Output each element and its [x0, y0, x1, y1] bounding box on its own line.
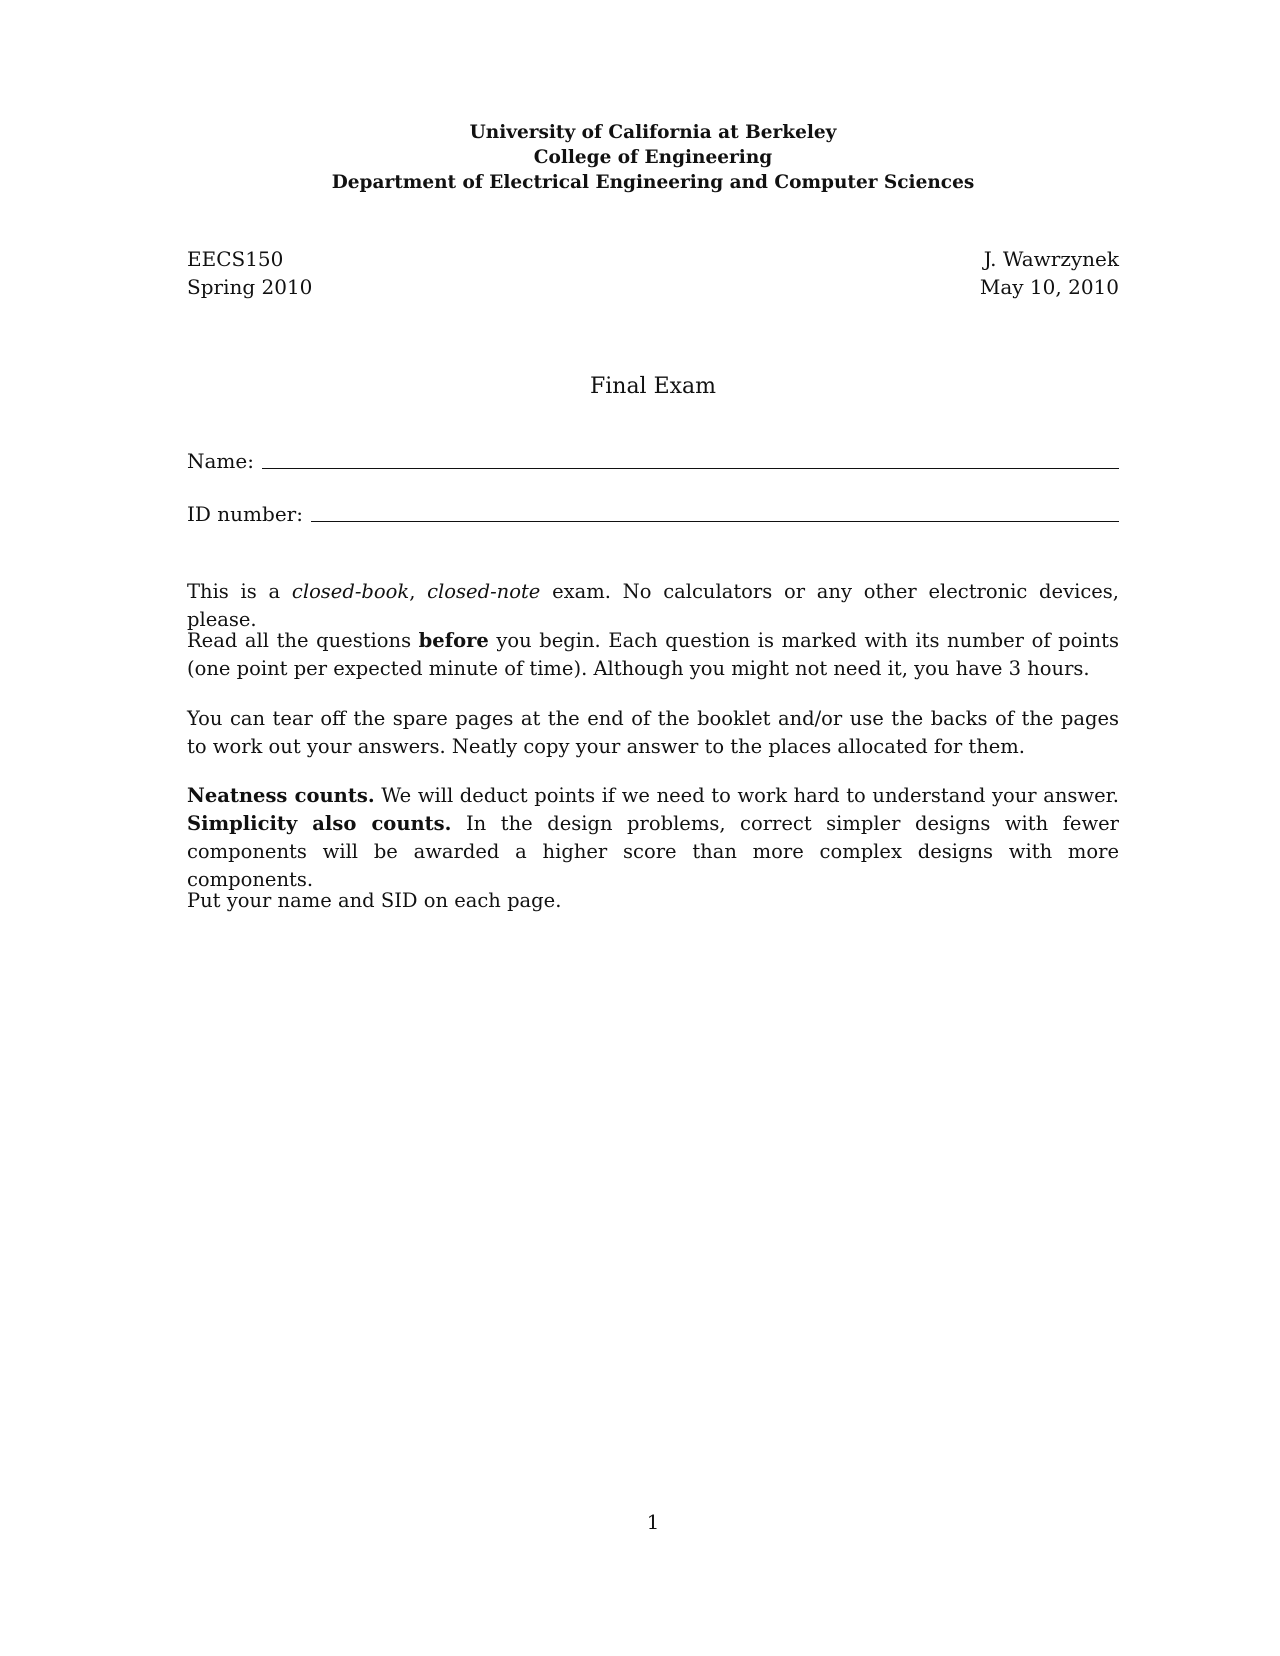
closed-book-emphasis: closed-book — [291, 580, 410, 603]
p2-text-c: you begin. Each question is marked with its number of points (one point per expected minute of time). Although you might not need it, you have 3 hours. — [187, 629, 1119, 680]
instruction-read-questions — [187, 627, 1119, 683]
exam-page — [187, 0, 1119, 1656]
exam-date: May 10, 2010 — [979, 275, 1119, 299]
p4-text-d: In the design problems, correct simpler designs with fewer components will be awarded a higher score than more complex designs with more components. — [187, 812, 1119, 891]
page-number: 1 — [646, 1510, 660, 1534]
name-blank-line — [262, 467, 1119, 469]
closed-note-emphasis: closed-note — [427, 580, 541, 603]
instruction-neatness — [187, 782, 1119, 894]
p1-text-e: exam. No calculators or any other electronic devices, please. — [187, 580, 1119, 631]
department-name: Department of Electrical Engineering and Computer Sciences — [331, 172, 975, 193]
course-code: EECS150 — [187, 247, 284, 271]
p2-text-a: Read all the questions — [187, 629, 419, 652]
instructor-name: J. Wawrzynek — [983, 247, 1119, 271]
instruction-closed-book — [187, 578, 1119, 634]
id-number-blank-line — [311, 520, 1119, 522]
name-field — [187, 447, 1119, 475]
college-name: College of Engineering — [533, 147, 773, 168]
p1-text-c: , — [409, 580, 428, 603]
p1-text-a: This is a — [187, 580, 292, 603]
p5-text-a: Put your name and SID on each page. — [187, 889, 562, 912]
name-label: Name: — [187, 449, 254, 473]
neatness-emphasis: Neatness counts. — [187, 784, 375, 807]
course-info — [187, 245, 312, 301]
id-number-field — [187, 500, 1119, 528]
course-term: Spring 2010 — [187, 275, 313, 299]
exam-title: Final Exam — [589, 374, 717, 399]
p3-text-a: You can tear off the spare pages at the end of the booklet and/or use the backs of the pages to work out your answers. Neatly copy your answer to the places allocated for them. — [187, 707, 1119, 758]
id-number-label: ID number: — [187, 502, 303, 526]
institution-header — [187, 120, 1119, 195]
p4-text-b: We will deduct points if we need to work hard to understand your answer. — [374, 784, 1119, 807]
university-name: University of California at Berkeley — [469, 122, 837, 143]
instruction-spare-pages — [187, 705, 1119, 761]
instruction-name-sid — [187, 887, 1119, 915]
before-emphasis: before — [418, 629, 489, 652]
simplicity-emphasis: Simplicity also counts. — [187, 812, 452, 835]
instructor-info — [980, 245, 1119, 301]
